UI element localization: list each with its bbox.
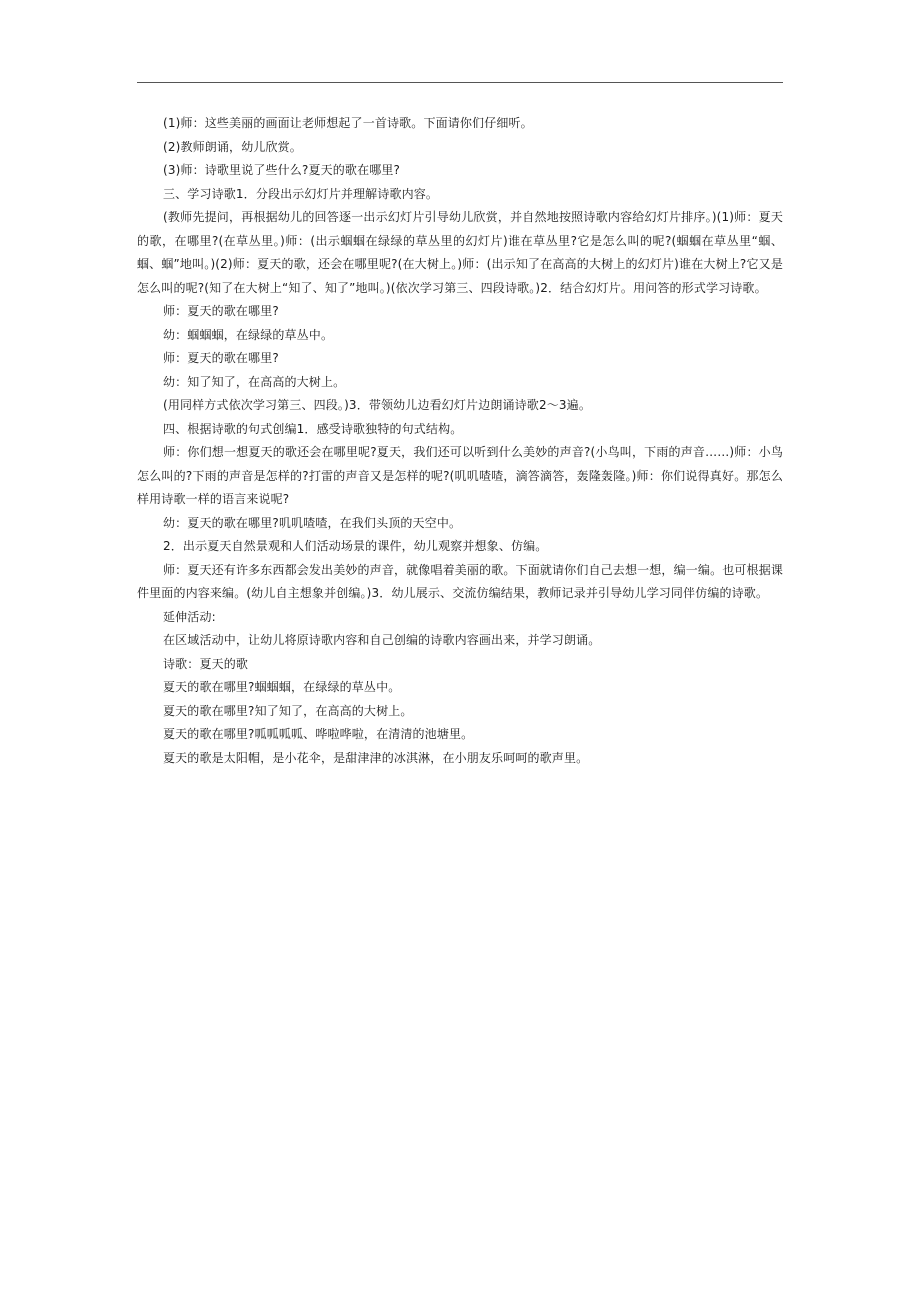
paragraph: (教师先提问，再根据幼儿的回答逐一出示幻灯片引导幼儿欣赏，并自然地按照诗歌内容给幻灯片排序。)(1)师：夏天的歌，在哪里?(在草丛里。)师：(出示蝈蝈在绿绿的草丛里的幻灯片)谁在草丛里?它是怎么叫的呢?(蝈蝈在草丛里“蝈、蝈、蝈”地叫。)(2)师：夏天的歌，还会在哪里呢?(在大树上。)师：(出示知了在高高的大树上的幻灯片)谁在大树上?它又是怎么叫的呢?(知了在大树上“知了、知了”地叫。)(依次学习第三、四段诗歌。)2．结合幻灯片。用问答的形式学习诗歌。	[137, 210, 783, 295]
paragraph: (用同样方式依次学习第三、四段。)3．带领幼儿边看幻灯片边朗诵诗歌2～3遍。	[163, 398, 591, 412]
dialogue-line: 幼：知了知了，在高高的大树上。	[163, 374, 346, 389]
paragraph: (1)师：这些美丽的画面让老师想起了一首诗歌。下面请你们仔细听。	[163, 116, 533, 130]
dialogue-line: 师：夏天的歌在哪里?	[163, 304, 279, 318]
poem-title: 诗歌：夏天的歌	[163, 656, 249, 671]
dialogue-line: 师：夏天的歌在哪里?	[163, 351, 279, 365]
paragraph: (2)教师朗诵，幼儿欣赏。	[163, 139, 302, 154]
section-heading: 四、根据诗歌的句式创编1．感受诗歌独特的句式结构。	[163, 421, 463, 436]
section-heading: 三、学习诗歌1．分段出示幻灯片并理解诗歌内容。	[163, 186, 439, 201]
poem-line: 夏天的歌是太阳帽，是小花伞，是甜津津的冰淇淋，在小朋友乐呵呵的歌声里。	[163, 750, 589, 765]
section-heading: 延伸活动:	[163, 609, 216, 624]
poem-line: 夏天的歌在哪里?蝈蝈蝈，在绿绿的草丛中。	[163, 680, 401, 694]
dialogue-line: 幼：夏天的歌在哪里?叽叽喳喳，在我们头顶的天空中。	[163, 515, 462, 530]
paragraph: 2．出示夏天自然景观和人们活动场景的课件，幼儿观察并想象、仿编。	[163, 539, 548, 553]
header-rule	[137, 82, 783, 83]
paragraph: 在区域活动中，让幼儿将原诗歌内容和自己创编的诗歌内容画出来，并学习朗诵。	[163, 633, 601, 647]
poem-line: 夏天的歌在哪里?知了知了，在高高的大树上。	[163, 703, 413, 718]
document-body	[137, 112, 783, 770]
dialogue-line: 幼：蝈蝈蝈，在绿绿的草丛中。	[163, 327, 334, 342]
paragraph: (3)师：诗歌里说了些什么?夏天的歌在哪里?	[163, 163, 401, 177]
paragraph: 师：夏天还有许多东西都会发出美妙的声音，就像唱着美丽的歌。下面就请你们自己去想一想，编一编。也可根据课件里面的内容来编。(幼儿自主想象并创编。)3．幼儿展示、交流仿编结果，教师记录并引导幼儿学习同伴仿编的诗歌。	[137, 562, 783, 600]
paragraph: 师：你们想一想夏天的歌还会在哪里呢?夏天，我们还可以听到什么美妙的声音?(小鸟叫，下雨的声音……)师：小鸟怎么叫的?下雨的声音是怎样的?打雷的声音又是怎样的呢?(叽叽喳喳，滴答滴答，轰隆轰隆。)师：你们说得真好。那怎么样用诗歌一样的语言来说呢?	[137, 445, 783, 506]
poem-line: 夏天的歌在哪里?呱呱呱呱、哗啦哗啦，在清清的池塘里。	[163, 727, 474, 741]
